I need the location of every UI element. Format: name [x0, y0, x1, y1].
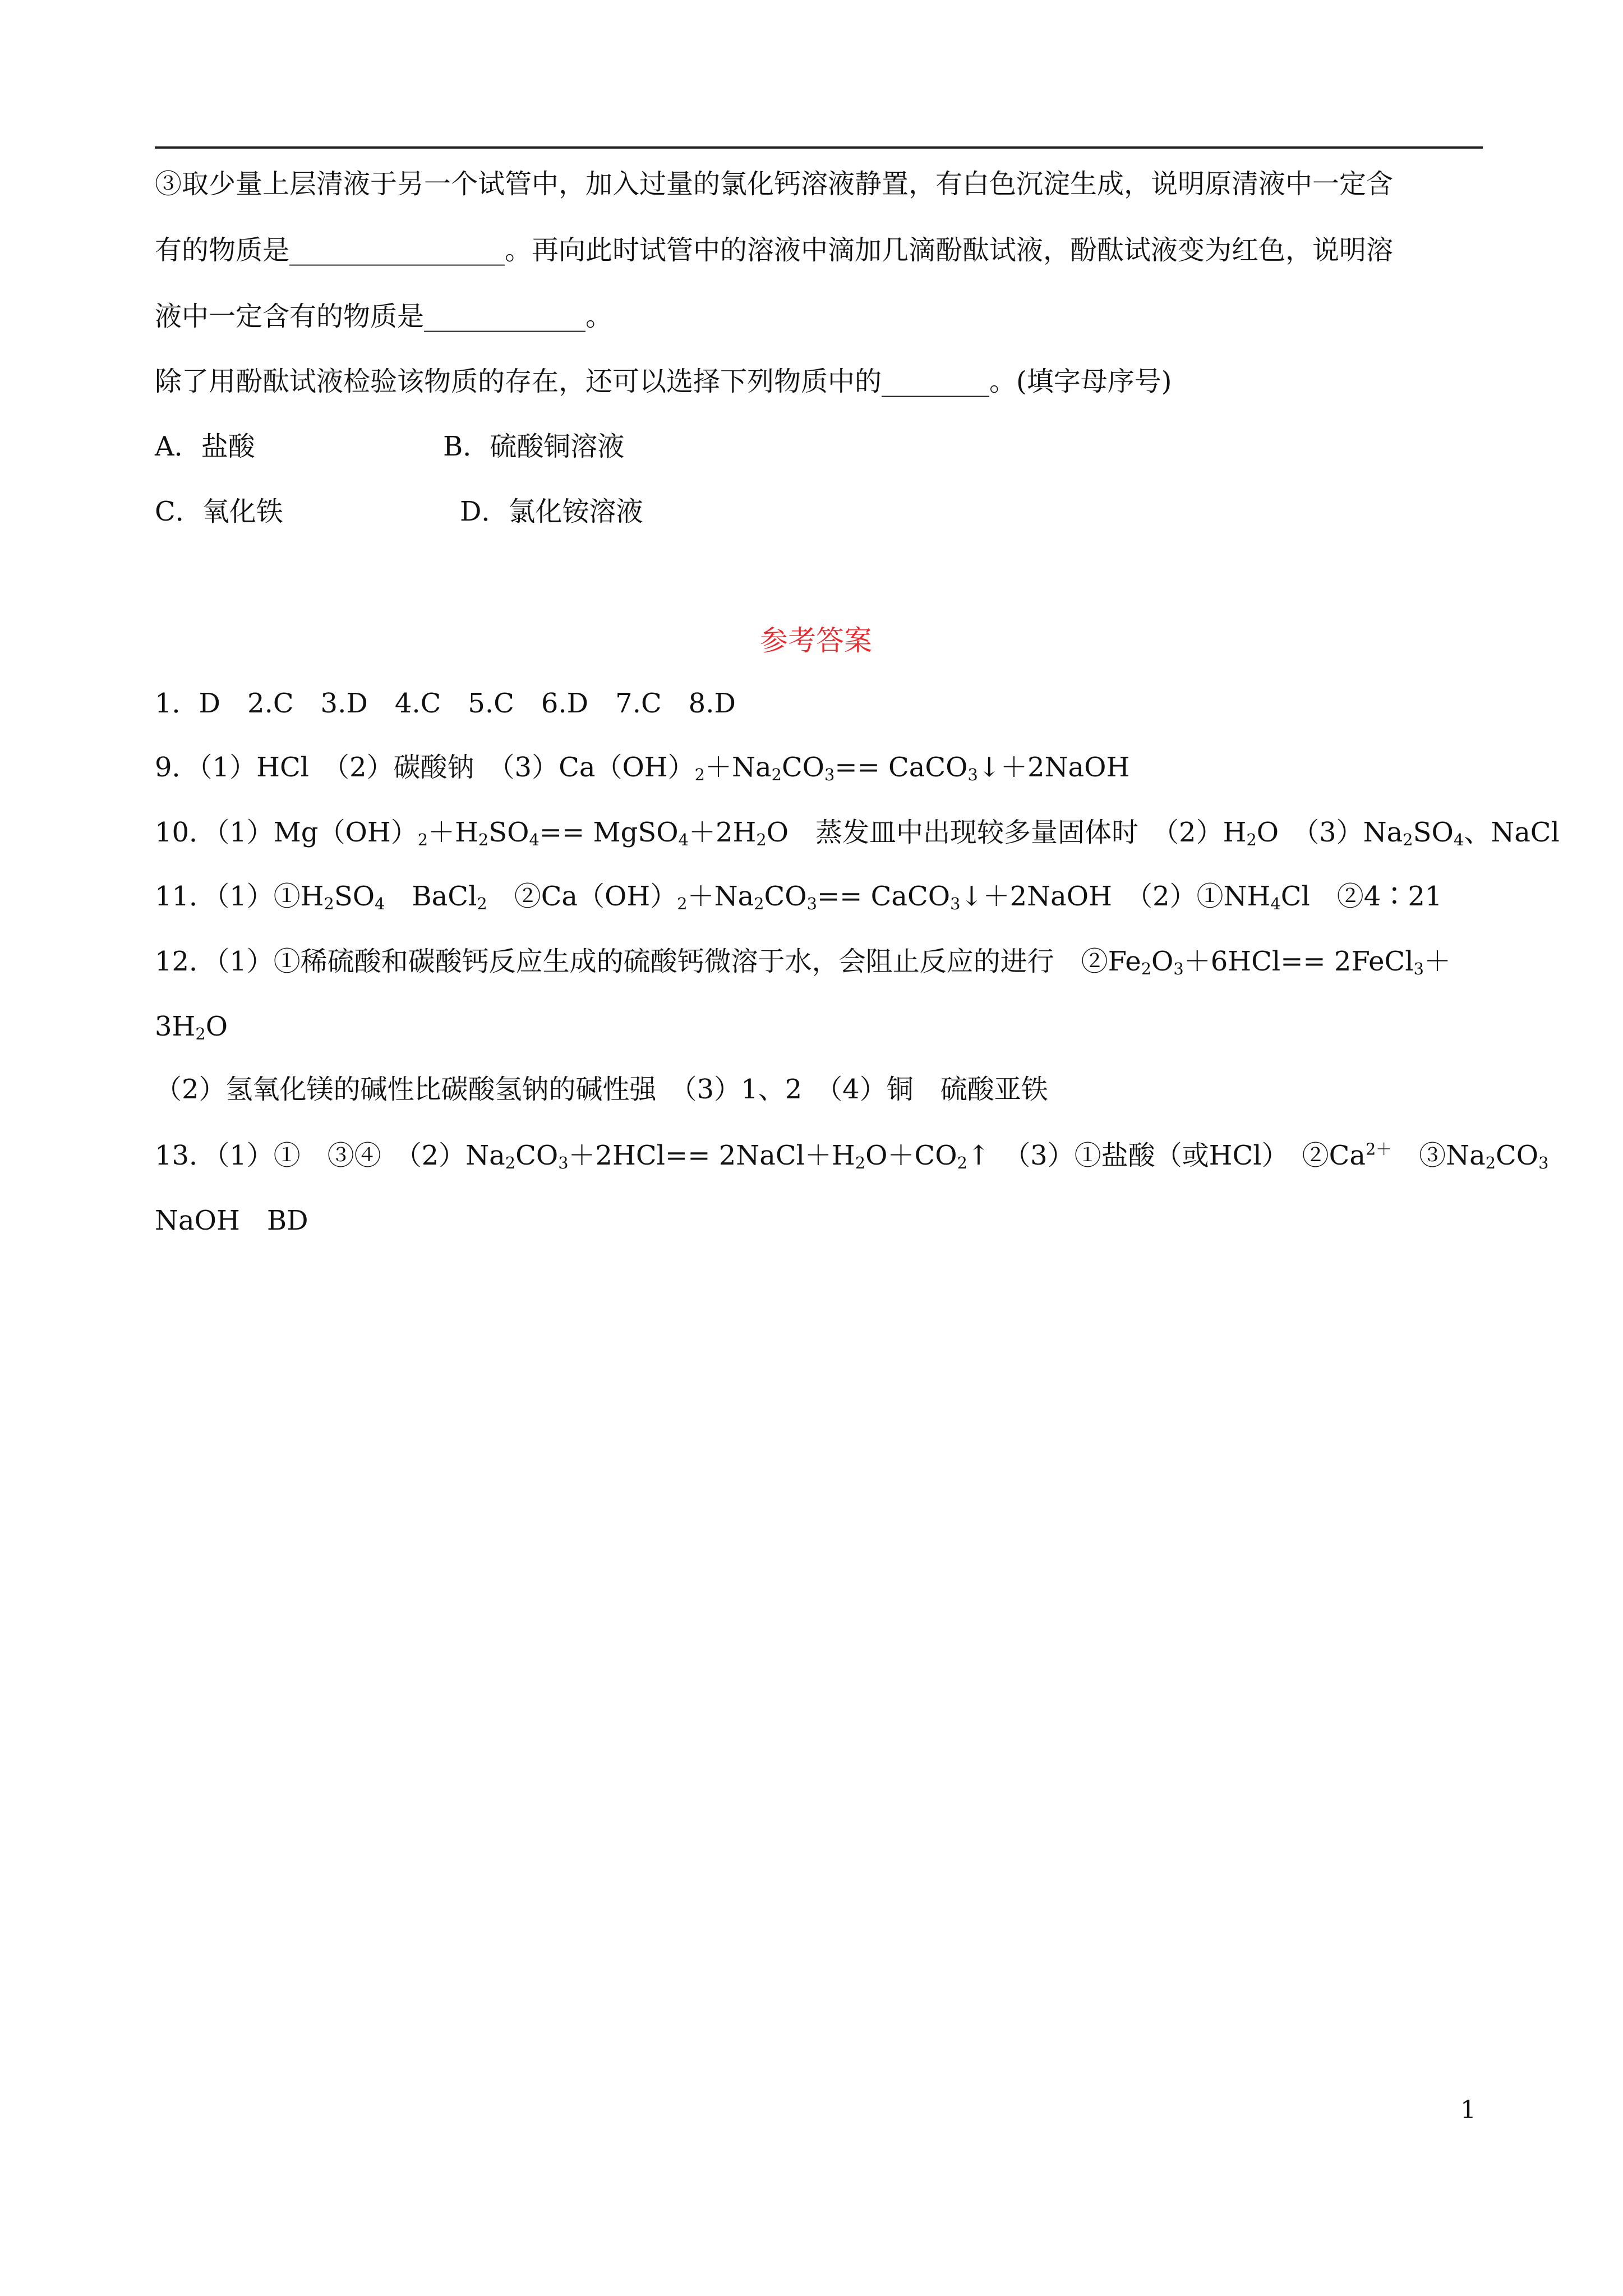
answer-12-cont: $3H_2O$ — [155, 1011, 228, 1044]
option-b: B．硫酸铜溶液 — [443, 431, 625, 462]
option-a: A．盐酸 — [155, 431, 255, 462]
answer-10: 10．$(1)Mg(OH)_2+H_2SO_4==$ $MgSO_4+2H_2O$ 蒸发皿中出现较多量固体时 $(2)H_2O$ $(3)Na_2SO_4$、NaCl — [155, 817, 1560, 850]
answer-13-cont: NaOH BD — [155, 1205, 308, 1236]
answer-1-8: 1．D 2.C 3.D 4.C 5.C 6.D 7.C 8.D — [155, 688, 736, 719]
answer-9: 9．（1）HCl （2）碳酸钠 $(3)Ca(OH)_2+Na_2CO_3==$ CaCO$_3$↓＋2NaOH — [155, 752, 1130, 785]
answer-13: 13．（1）① ③④ $(2)Na_2CO_3+2HCl==$ $2NaCl+H_2O+CO_2↑$ （3）①盐酸（或HCl） $②Ca^{2+}$ $③Na_2CO_3$ — [155, 1139, 1549, 1173]
question-line-3: 液中一定含有的物质是____________。 — [155, 301, 613, 332]
header-rule — [155, 146, 1483, 149]
question-line-4: 除了用酚酞试液检验该物质的存在，还可以选择下列物质中的________。(填字母序号) — [155, 366, 1172, 397]
page-number: 1 — [1460, 2096, 1476, 2124]
option-d: D．氯化铵溶液 — [460, 496, 643, 527]
answer-12-part2: （2）氢氧化镁的碱性比碳酸氢钠的碱性强 （3）1、2 （4）铜 硫酸亚铁 — [155, 1074, 1048, 1105]
answer-12: 12．（1）①稀硫酸和碳酸钙反应生成的硫酸钙微溶于水，会阻止反应的进行 $②Fe_2O_3+6HCl==$ 2FeCl$_3$＋ — [155, 946, 1451, 979]
question-line-1: ③取少量上层清液于另一个试管中，加入过量的氯化钙溶液静置，有白色沉淀生成，说明原清液中一定含 — [155, 168, 1394, 200]
answer-11: 11．$(1)①H_2SO_4$ BaCl$_2$ $②Ca(OH)_2+Na_2CO_3==$ CaCO$_3$↓＋2NaOH $(2)①NH_4Cl$ ②4∶21 — [155, 881, 1442, 914]
answers-title: 参考答案 — [760, 624, 872, 657]
option-c: C．氧化铁 — [155, 496, 283, 527]
question-line-2: 有的物质是________________。再向此时试管中的溶液中滴加几滴酚酞试液，酚酞试液变为红色，说明溶 — [155, 234, 1394, 266]
